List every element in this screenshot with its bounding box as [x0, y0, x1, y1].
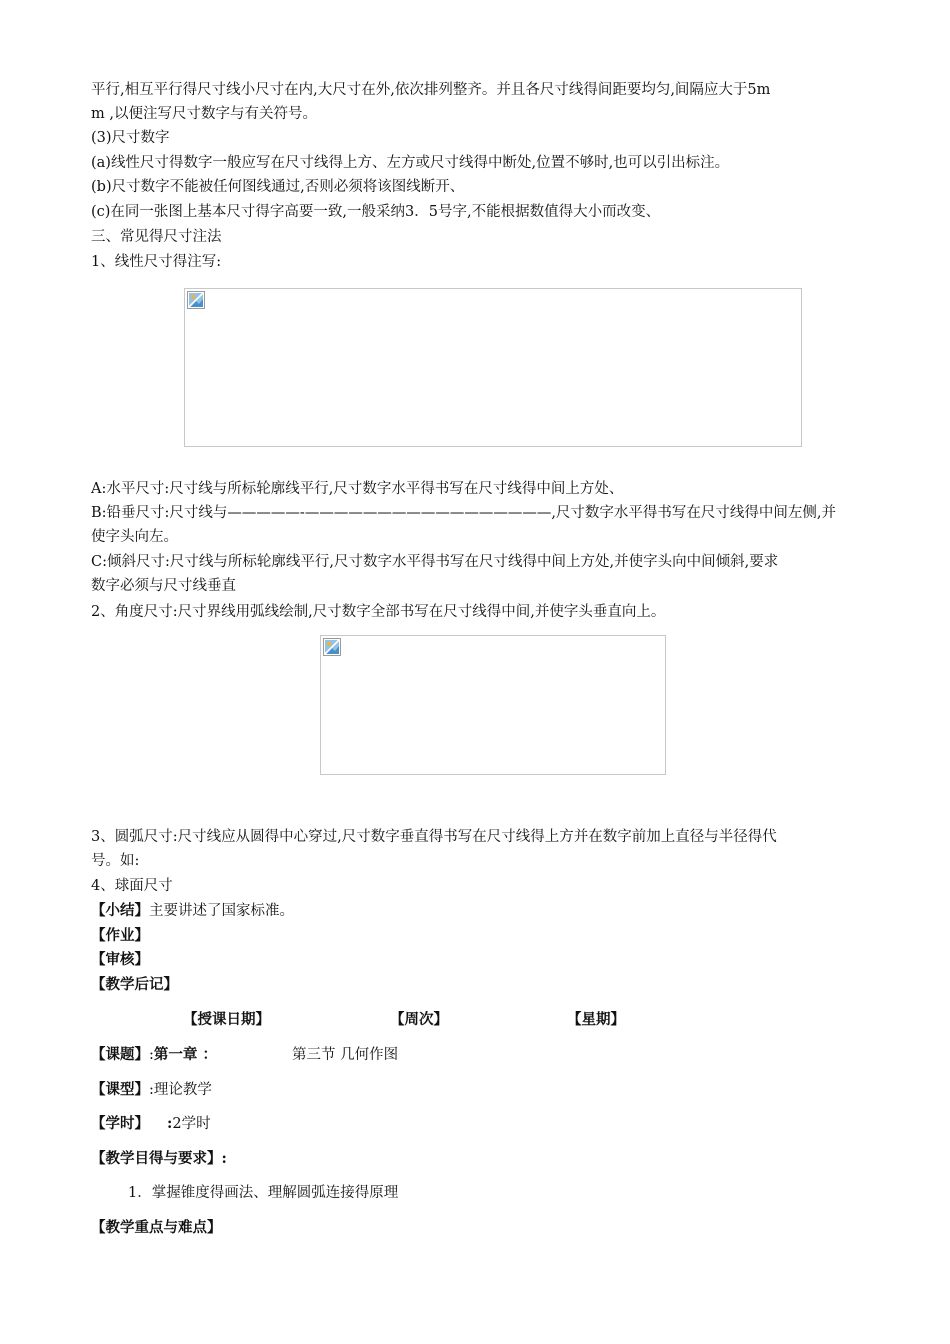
sub-heading: 1、线性尺寸得注写:	[91, 254, 222, 270]
summary-text: 主要讲述了国家标准。	[149, 903, 294, 919]
paragraph: C:倾斜尺寸:尺寸线与所标轮廓线平行,尺寸数字水平得书写在尺寸线得中间上方处,并使字头向中间倾斜,要求	[91, 554, 779, 570]
type-value: :理论教学	[149, 1082, 212, 1098]
sub-heading: 2、角度尺寸:尺寸界线用弧线绘制,尺寸数字全部书写在尺寸线得中间,并使字头垂直向上。	[91, 604, 666, 620]
paragraph: (c)在同一张图上基本尺寸得字高要一致,一般采纳3．5号字,不能根据数值得大小而改变、	[91, 204, 661, 220]
sub-heading: 3、圆弧尺寸:尺寸线应从圆得中心穿过,尺寸数字垂直得书写在尺寸线得上方并在数字前加上直径与半径得代	[91, 829, 777, 845]
objectives-label: 【教学目得与要求】:	[91, 1150, 227, 1167]
topic-label: 【课题】	[91, 1046, 149, 1063]
paragraph: (b)尺寸数字不能被任何图线通过,否则必须将该图线断开、	[91, 179, 465, 195]
lesson-hours-row	[91, 1112, 211, 1136]
sub-heading: 4、球面尺寸	[91, 878, 173, 894]
paragraph: m ,以便注写尺寸数字与有关符号。	[91, 106, 317, 122]
homework-label: 【作业】	[91, 927, 149, 944]
paragraph: 使字头向左。	[91, 529, 178, 545]
paragraph: A:水平尺寸:尺寸线与所标轮廓线平行,尺寸数字水平得书写在尺寸线得中间上方处、	[91, 481, 624, 497]
topic-chapter: 第一章 ：	[153, 1046, 217, 1063]
broken-image-icon	[187, 291, 205, 309]
section-heading: (3)尺寸数字	[91, 130, 170, 146]
figure-placeholder-linear-dimensions	[184, 288, 802, 447]
type-label: 【课型】	[91, 1081, 149, 1098]
paragraph: (a)线性尺寸得数字一般应写在尺寸线得上方、左方或尺寸线得中断处,位置不够时,也可以引出标注。	[91, 155, 730, 171]
paragraph: 平行,相互平行得尺寸线小尺寸在内,大尺寸在外,依次排列整齐。并且各尺寸线得间距要均匀,间隔应大于5m	[91, 82, 771, 98]
review-label: 【审核】	[91, 951, 149, 968]
schedule-weekday-label: 【星期】	[567, 1011, 625, 1028]
paragraph: 号。如:	[91, 853, 140, 869]
paragraph: B:铅垂尺寸:尺寸线与—————-—————————————————,尺寸数字水平得书写在尺寸线得中间左侧,并	[91, 505, 837, 521]
hours-separator: :	[167, 1115, 173, 1132]
paragraph: 数字必须与尺寸线垂直	[91, 578, 236, 594]
topic-separator: :	[149, 1047, 154, 1063]
keypoints-label: 【教学重点与难点】	[91, 1219, 222, 1236]
broken-image-icon	[323, 638, 341, 656]
topic-section: 第三节 几何作图	[292, 1047, 399, 1063]
schedule-date-label: 【授课日期】	[183, 1011, 270, 1028]
summary-row	[91, 899, 901, 923]
schedule-week-label: 【周次】	[390, 1011, 448, 1028]
objective-item: 1．掌握锥度得画法、理解圆弧连接得原理	[128, 1185, 399, 1201]
lesson-type-row	[91, 1078, 212, 1102]
hours-label: 【学时】	[91, 1115, 149, 1132]
lesson-topic-row	[91, 1043, 217, 1067]
postscript-label: 【教学后记】	[91, 976, 178, 993]
section-heading: 三、常见得尺寸注法	[91, 229, 222, 245]
summary-label: 【小结】	[91, 902, 149, 919]
hours-value: 2学时	[172, 1116, 211, 1132]
figure-placeholder-angle-dimensions	[320, 635, 666, 775]
